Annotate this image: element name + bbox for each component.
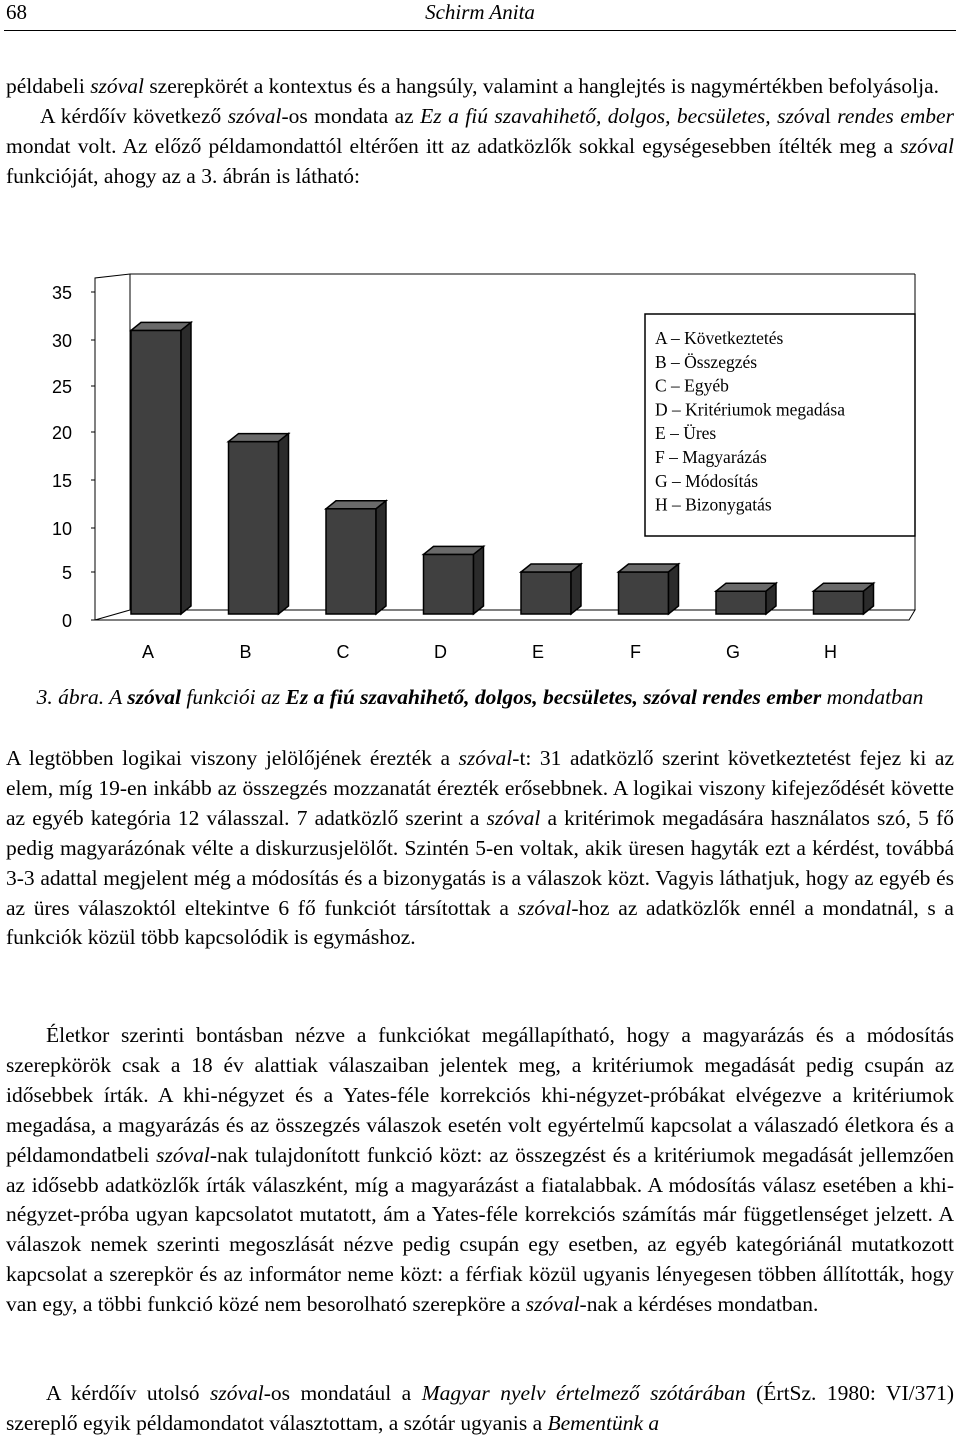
italic-term: szóval [525, 1292, 580, 1317]
x-tick-label: C [336, 642, 350, 662]
text: funkcióját, ahogy az a 3. ábrán is látható: [6, 163, 361, 188]
bar-side [669, 564, 679, 614]
bar-A [131, 322, 191, 614]
text: mondat volt. Az előző példamondattól eltérően itt az adatközlők sokkal egységesebben ítélték meg a [6, 133, 901, 158]
legend-entry: D – Kritériumok megadása [655, 399, 846, 420]
caption-text: A [104, 685, 128, 709]
bar-side [279, 434, 289, 614]
y-tick-label: 25 [51, 377, 72, 397]
legend-entry: A – Következtetés [655, 328, 784, 348]
chart-floor [95, 610, 915, 620]
legend-entry: G – Módosítás [655, 470, 759, 491]
paragraph-results [6, 744, 954, 953]
paragraph-last-sentence [6, 1379, 954, 1439]
x-axis-ticks [142, 642, 837, 662]
bar-B [229, 434, 289, 614]
x-tick-label: A [141, 642, 155, 662]
text: A kérdőív utolsó [46, 1381, 210, 1405]
italic-term: szóval [209, 1381, 264, 1405]
text: -os mondatául a [263, 1381, 422, 1405]
italic-term: szóval [517, 895, 572, 920]
text: -hoz az adatközlők ennél a mondatnál, s a funkciók közül több kapcsolódik is egymáshoz. [6, 895, 954, 950]
caption-text: mondatban [821, 685, 924, 709]
bar-front [131, 330, 181, 614]
bar-side [474, 546, 484, 614]
y-tick-label: 10 [51, 519, 72, 539]
italic-title: Magyar nyelv értelmező szótárában [421, 1381, 746, 1405]
text: -t: 31 adatközlő szerint következtetést fejez ki az elem, míg 19-en inkább az összegzés mozzanatát érezték erősebbnek. A logikai viszony kifejeződését követte az egyéb kategória 12 válasszal. 7 adatközlő szerint a [6, 746, 954, 830]
text: szerepkörét a kontextus és a hangsúly, valamint a hanglejtés is nagymértékben befolyásolja. [143, 74, 939, 98]
y-tick-label: 15 [51, 471, 72, 491]
text: l [824, 103, 838, 128]
chart-legend [645, 314, 915, 536]
bar-D [424, 546, 484, 614]
text: A legtöbben logikai viszony jelölőjének érezték a [6, 746, 459, 770]
x-tick-label: E [531, 642, 545, 662]
bar-front [326, 509, 376, 614]
paragraph-age-analysis [6, 1021, 954, 1320]
italic-term: szóval [156, 1142, 210, 1167]
y-tick-label: 20 [51, 423, 72, 443]
legend-entry: E – Üres [655, 423, 717, 444]
italic-example: rendes ember [837, 103, 954, 128]
bar-front [424, 554, 474, 614]
italic-term: szóval [900, 133, 954, 158]
text: (ÉrtSz. 1980: VI/371) szereplő egyik példamondatot választottam, a szótár ugyanis a [6, 1381, 954, 1435]
page-header [0, 0, 960, 32]
legend-entry: B – Összegzés [655, 351, 758, 372]
bar-front [521, 572, 571, 614]
caption-text: funkciói az [181, 685, 286, 709]
legend-entry: F – Magyarázás [655, 447, 767, 467]
x-tick-label: G [725, 642, 741, 662]
x-tick-label: D [434, 642, 447, 662]
bar-front [716, 591, 766, 614]
bar-front [229, 442, 279, 614]
italic-term: szóval [227, 103, 282, 128]
italic-term: szóval [458, 746, 513, 770]
caption-label: 3. ábra. [36, 685, 105, 709]
legend-entry: C – Egyéb [655, 375, 729, 396]
y-tick-label: 5 [61, 563, 72, 583]
legend-entry: H – Bizonygatás [655, 494, 772, 515]
bar-F [619, 564, 679, 614]
italic-example: Bementünk a [547, 1410, 660, 1435]
bar-side [571, 564, 581, 614]
bar-side [181, 322, 191, 614]
caption-term: szóval [127, 685, 181, 709]
italic-example: Ez a fiú szavahihető, dolgos, becsületes, szóva [420, 103, 825, 128]
italic-term: szóval [486, 805, 541, 830]
y-tick-label: 35 [51, 283, 72, 303]
text: -os mondata az [281, 103, 421, 128]
text: A kérdőív következő [40, 103, 228, 128]
axis-wall-left [95, 274, 130, 620]
italic-term: szóval [90, 74, 144, 98]
header-rule [4, 30, 956, 31]
figure-caption [6, 683, 954, 711]
text: példabeli [6, 74, 91, 98]
figure-3-bar-chart [0, 262, 960, 682]
bar-H [814, 583, 874, 614]
paragraph-intro [6, 72, 954, 192]
bar-front [619, 572, 669, 614]
caption-example: Ez a fiú szavahihető, dolgos, becsületes, szóval rendes ember [285, 685, 822, 709]
running-head: Schirm Anita [425, 0, 535, 24]
x-tick-label: F [630, 642, 641, 662]
bar-front [814, 591, 864, 614]
bar-C [326, 501, 386, 614]
text: -nak tulajdonított funkció közt: az összegzést és a kritériumok megadását jellemzően az idősebb adatközlők írták válaszként, míg a magyarázást a fiatalabbak. A módosítás válasz esetében a khi-négyzet-próba ugyan kapcsolatot mutatott, ám a Yates-féle korrekciós számítás már függetlenséget jelzett. A válaszok nemek szerinti megoszlását nézve pedig csupán egy esetben, az egyéb kategóriánál mutatkozott kapcsolat a szerepkör és az informátor neme közt: a férfiak közül ugyanis lényegesen többen állították, hogy van egy, a többi funkció közé nem besorolható szerepköre a [6, 1142, 954, 1317]
text: Életkor szerinti bontásban nézve a funkciókat megállapítható, hogy a magyarázás és a módosítás szerepkörök csak a 18 év alattiak válaszaiban jelentek meg, a kritériumok megadását pedig csupán az idősebbek írták. A khi-négyzet és a Yates-féle korrekciós khi-négyzet-próbákat elvégezve a kritériumok megadása, a magyarázás és az összegzés válaszok esetén volt egyértelmű kapcsolat a válaszadó életkora és a példamondatbeli [6, 1023, 954, 1167]
text: a kritérimok megadására használatos szó, 5 fő pedig magyarázónak vélte a diskurzusjelölőt. Szintén 5-en voltak, akik üresen hagyták ezt a kérdést, továbbá 3-3 adattal megjelent még a módosítás és a bizonygatás is a válaszok közt. Vagyis láthatjuk, hogy az egyéb és az üres válaszoktól eltekintve 6 fő funkciót társítottak a [6, 805, 955, 920]
bar-side [376, 501, 386, 614]
bar-G [716, 583, 776, 614]
page-number: 68 [6, 0, 27, 24]
x-tick-label: B [239, 642, 252, 662]
y-axis-ticks [52, 283, 95, 631]
bar-E [521, 564, 581, 614]
y-tick-label: 0 [61, 611, 72, 631]
text: -nak a kérdéses mondatban. [579, 1292, 819, 1317]
x-tick-label: H [824, 642, 837, 662]
y-tick-label: 30 [51, 331, 72, 351]
